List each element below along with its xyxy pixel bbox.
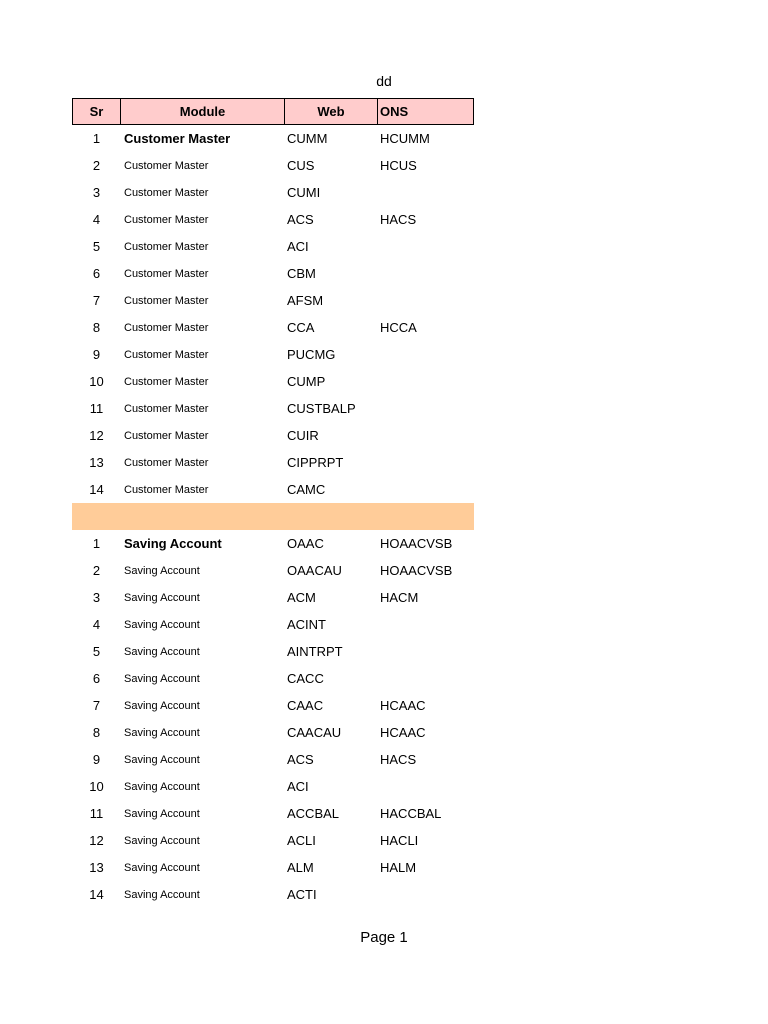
page-header: dd	[376, 73, 392, 89]
sr-cell: 7	[92, 293, 101, 308]
web-cell: ACS	[287, 752, 314, 767]
module-cell: Saving Account	[124, 591, 200, 604]
sr-cell: 6	[92, 266, 101, 281]
web-cell: OAACAU	[287, 563, 342, 578]
table-row	[72, 206, 474, 233]
sr-cell: 12	[89, 428, 104, 443]
web-cell: CACC	[287, 671, 324, 686]
ons-cell: HACM	[380, 590, 419, 605]
table-row	[72, 476, 474, 503]
ons-cell	[378, 881, 474, 908]
table-row	[72, 881, 474, 908]
module-cell: Saving Account	[124, 618, 200, 631]
table-header-row	[72, 98, 474, 125]
web-cell: CIPPRPT	[287, 455, 344, 470]
web-cell: OAAC	[287, 536, 324, 551]
header-sr: Sr	[72, 98, 121, 125]
ons-cell: HCUMM	[380, 131, 430, 146]
table-row	[72, 557, 474, 584]
table-row	[72, 368, 474, 395]
module-cell: Customer Master	[124, 321, 209, 334]
module-cell: Customer Master	[124, 402, 209, 415]
ons-cell: HCUS	[380, 158, 417, 173]
ons-cell	[378, 476, 474, 503]
module-cell: Saving Account	[124, 807, 200, 820]
table-row	[72, 773, 474, 800]
table-row	[72, 341, 474, 368]
sr-cell: 4	[92, 617, 101, 632]
ons-cell	[378, 179, 474, 206]
web-cell: CAAC	[287, 698, 324, 713]
table-row	[72, 719, 474, 746]
web-cell: CUSTBALP	[287, 401, 356, 416]
module-cell: Customer Master	[124, 131, 231, 146]
ons-cell	[378, 368, 474, 395]
table-row	[72, 314, 474, 341]
ons-cell: HALM	[380, 860, 417, 875]
module-cell: Saving Account	[124, 861, 200, 874]
table-body	[72, 125, 474, 908]
module-cell: Saving Account	[124, 780, 200, 793]
ons-cell: HACCBAL	[380, 806, 442, 821]
web-cell: CCA	[287, 320, 315, 335]
module-cell: Saving Account	[124, 888, 200, 901]
sr-cell: 5	[92, 644, 101, 659]
ons-cell	[378, 665, 474, 692]
table-row	[72, 584, 474, 611]
module-cell: Customer Master	[124, 294, 209, 307]
web-cell: ACS	[287, 212, 314, 227]
table-row	[72, 827, 474, 854]
table-row	[72, 179, 474, 206]
ons-cell	[378, 638, 474, 665]
table-row	[72, 395, 474, 422]
table-row	[72, 665, 474, 692]
sr-cell: 13	[89, 860, 104, 875]
table-row	[72, 152, 474, 179]
web-cell: ACI	[287, 239, 309, 254]
ons-cell	[378, 422, 474, 449]
ons-cell: HOAACVSB	[380, 563, 453, 578]
table-row	[72, 854, 474, 881]
table-row	[72, 800, 474, 827]
module-cell: Saving Account	[124, 834, 200, 847]
ons-cell	[378, 233, 474, 260]
web-cell: ACCBAL	[287, 806, 340, 821]
web-cell: CAMC	[287, 482, 326, 497]
header-module: Module	[121, 98, 285, 125]
module-cell: Saving Account	[124, 726, 200, 739]
sr-cell: 14	[89, 482, 104, 497]
module-cell: Saving Account	[124, 699, 200, 712]
module-cell: Customer Master	[124, 267, 209, 280]
module-cell: Customer Master	[124, 186, 209, 199]
web-cell: ACINT	[287, 617, 326, 632]
module-cell: Saving Account	[124, 564, 200, 577]
module-cell: Customer Master	[124, 159, 209, 172]
sr-cell: 1	[92, 536, 101, 551]
ons-cell: HCAAC	[380, 725, 426, 740]
header-ons: ONS	[378, 98, 474, 125]
sr-cell: 7	[92, 698, 101, 713]
web-cell: ACLI	[287, 833, 316, 848]
module-table	[72, 98, 474, 908]
ons-cell: HCAAC	[380, 698, 426, 713]
module-cell: Saving Account	[124, 753, 200, 766]
table-row	[72, 638, 474, 665]
table-row	[72, 125, 474, 152]
sr-cell: 11	[89, 806, 104, 821]
web-cell: CUS	[287, 158, 315, 173]
sr-cell: 11	[89, 401, 104, 416]
sr-cell: 12	[89, 833, 104, 848]
ons-cell	[378, 287, 474, 314]
module-cell: Customer Master	[124, 213, 209, 226]
sr-cell: 2	[92, 563, 101, 578]
web-cell: AFSM	[287, 293, 324, 308]
web-cell: ACM	[287, 590, 316, 605]
sr-cell: 10	[89, 374, 104, 389]
sr-cell: 8	[92, 320, 101, 335]
web-cell: ACI	[287, 779, 309, 794]
ons-cell	[378, 260, 474, 287]
ons-cell	[378, 611, 474, 638]
sr-cell: 1	[92, 131, 101, 146]
table-row	[72, 233, 474, 260]
module-cell: Customer Master	[124, 429, 209, 442]
module-cell: Customer Master	[124, 240, 209, 253]
ons-cell	[378, 773, 474, 800]
section-separator	[72, 503, 474, 530]
module-cell: Saving Account	[124, 536, 222, 551]
header-web: Web	[285, 98, 378, 125]
sr-cell: 13	[89, 455, 104, 470]
sr-cell: 8	[92, 725, 101, 740]
web-cell: ALM	[287, 860, 314, 875]
web-cell: CUMI	[287, 185, 321, 200]
table-row	[72, 746, 474, 773]
sr-cell: 9	[92, 347, 101, 362]
module-cell: Saving Account	[124, 672, 200, 685]
ons-cell	[378, 395, 474, 422]
table-row	[72, 287, 474, 314]
ons-cell: HOAACVSB	[380, 536, 453, 551]
module-cell: Saving Account	[124, 645, 200, 658]
table-row	[72, 422, 474, 449]
web-cell: PUCMG	[287, 347, 336, 362]
web-cell: CUIR	[287, 428, 319, 443]
page-footer: Page 1	[360, 929, 408, 946]
module-cell: Customer Master	[124, 348, 209, 361]
web-cell: ACTI	[287, 887, 317, 902]
sr-cell: 6	[92, 671, 101, 686]
table-row	[72, 611, 474, 638]
module-cell: Customer Master	[124, 483, 209, 496]
module-cell: Customer Master	[124, 456, 209, 469]
ons-cell	[378, 341, 474, 368]
sr-cell: 4	[92, 212, 101, 227]
sr-cell: 10	[89, 779, 104, 794]
web-cell: AINTRPT	[287, 644, 343, 659]
web-cell: CUMM	[287, 131, 328, 146]
web-cell: CUMP	[287, 374, 326, 389]
ons-cell: HCCA	[380, 320, 417, 335]
sr-cell: 14	[89, 887, 104, 902]
ons-cell	[378, 449, 474, 476]
sr-cell: 2	[92, 158, 101, 173]
table-row	[72, 449, 474, 476]
sr-cell: 5	[92, 239, 101, 254]
sr-cell: 3	[92, 185, 101, 200]
table-row	[72, 260, 474, 287]
web-cell: CAACAU	[287, 725, 342, 740]
table-row	[72, 530, 474, 557]
web-cell: CBM	[287, 266, 316, 281]
sr-cell: 9	[92, 752, 101, 767]
ons-cell: HACLI	[380, 833, 419, 848]
ons-cell: HACS	[380, 752, 417, 767]
table-row	[72, 692, 474, 719]
module-cell: Customer Master	[124, 375, 209, 388]
ons-cell: HACS	[380, 212, 417, 227]
sr-cell: 3	[92, 590, 101, 605]
